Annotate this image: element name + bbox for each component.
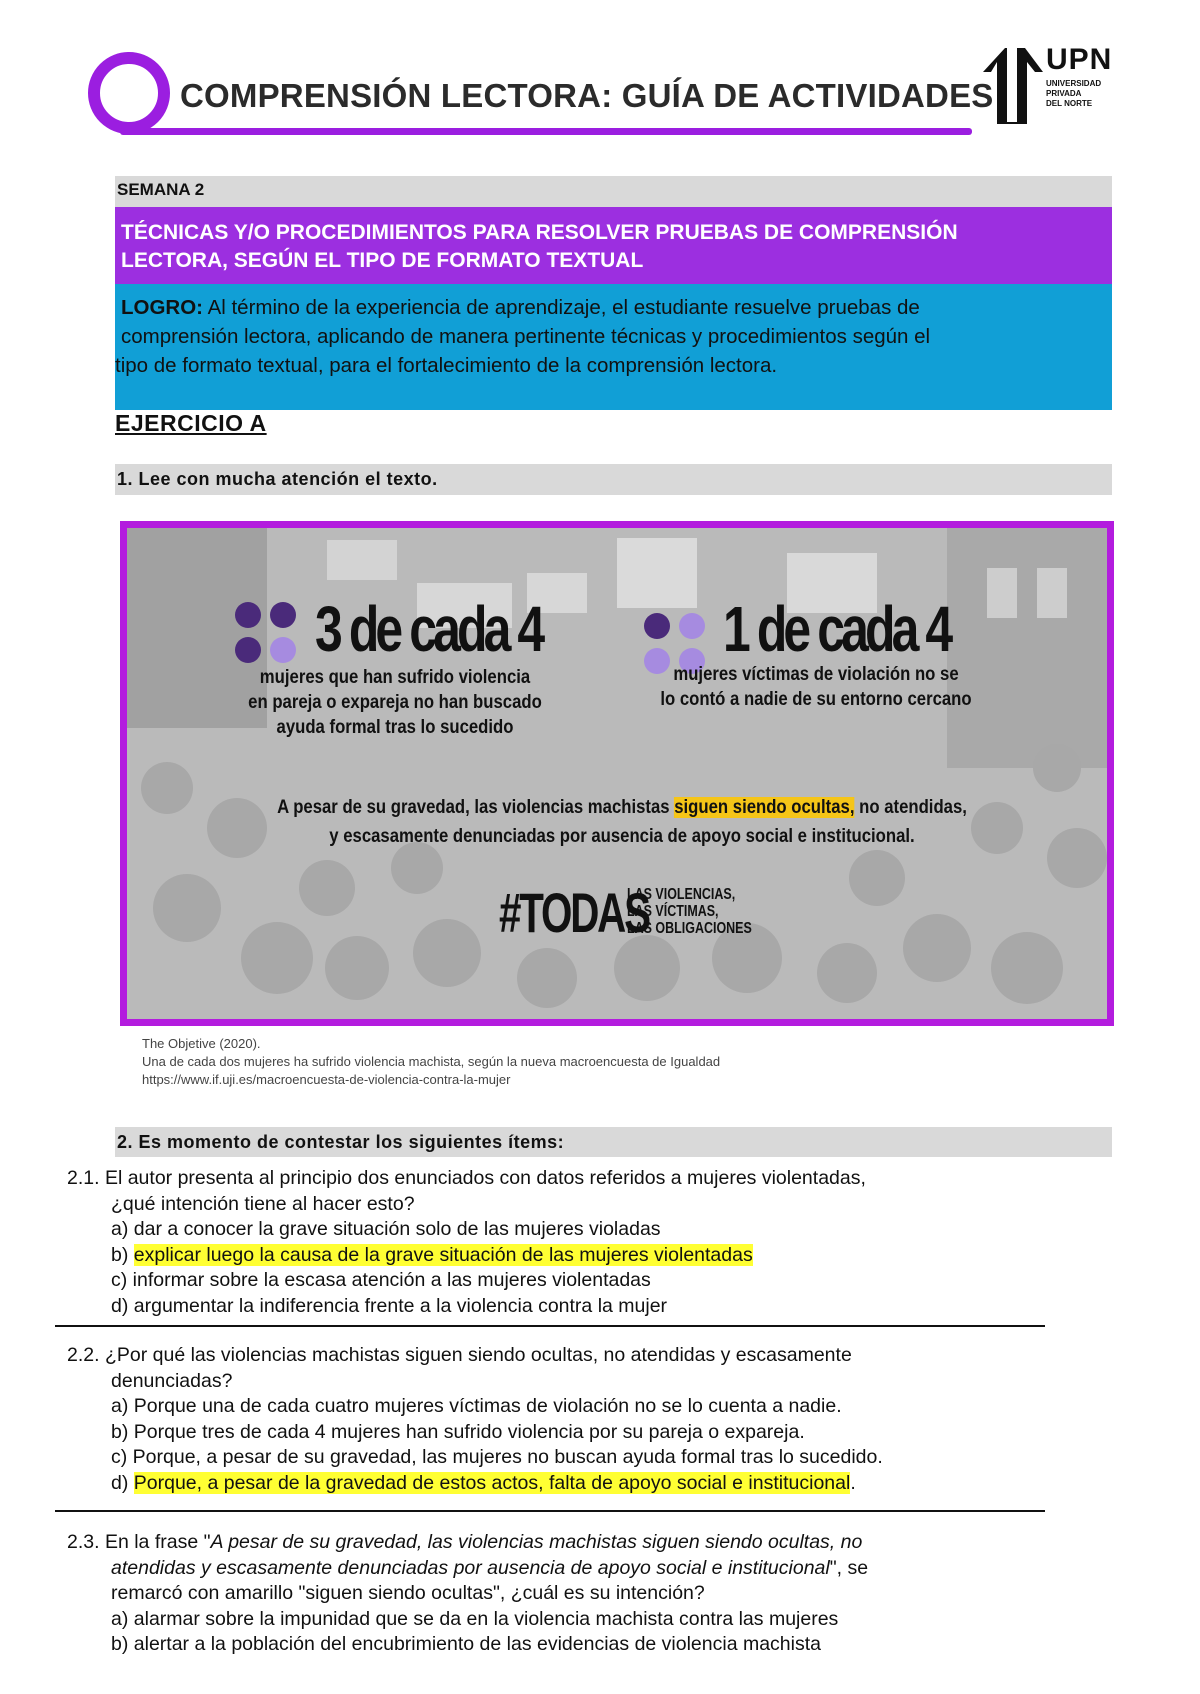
stat1-number: 3 de cada 4 — [315, 593, 542, 665]
exercise-title: EJERCICIO A — [115, 410, 267, 436]
question-quote: atendidas y escasamente denunciadas por ausencia de apoyo social e institucional — [111, 1556, 830, 1579]
source-line: The Objetive (2020). — [142, 1036, 261, 1051]
question-2-2 — [67, 1343, 883, 1496]
dot-dark — [235, 602, 261, 628]
infographic-statement — [239, 793, 1005, 851]
question-quote: A pesar de su gravedad, las violencias machistas siguen siendo ocultas, no — [210, 1531, 863, 1553]
question-text: ", se — [829, 1556, 869, 1579]
option-letter: a) — [111, 1218, 134, 1240]
option-letter: a) — [111, 1607, 134, 1630]
statement-line: y escasamente denunciadas por ausencia de apoyo social e institucional. — [329, 826, 915, 847]
upn-logo-line: DEL NORTE — [1046, 99, 1093, 108]
question-separator — [55, 1325, 1045, 1327]
question-stem — [67, 1343, 883, 1369]
question-separator — [55, 1510, 1045, 1512]
statement-highlight: siguen siendo ocultas, — [674, 797, 855, 818]
header-ring-logo — [88, 52, 170, 134]
stat1-caption-line: en pareja o expareja no han buscado — [248, 692, 542, 713]
step2-bar: 2. Es momento de contestar los siguientes ítems: — [115, 1127, 1112, 1157]
question-stem — [67, 1166, 866, 1192]
header-underline — [120, 128, 972, 135]
question-text: El autor presenta al principio dos enunciados con datos referidos a mujeres violentadas, — [99, 1167, 866, 1189]
option-letter: c) — [111, 1269, 133, 1291]
option-d[interactable] — [67, 1294, 866, 1320]
option-text-highlighted: Porque, a pesar de la gravedad de estos actos, falta de apoyo social e institucional — [133, 1471, 851, 1494]
dot-dark — [270, 602, 296, 628]
source-line: Una de cada dos mujeres ha sufrido violencia machista, según la nueva macroencuesta de Igualdad — [142, 1054, 721, 1069]
option-text: Porque una de cada cuatro mujeres víctimas de violación no se lo cuenta a nadie. — [133, 1395, 842, 1417]
option-c[interactable] — [67, 1445, 883, 1471]
stat2-caption-line: mujeres víctimas de violación no se — [673, 664, 959, 685]
option-a[interactable] — [67, 1217, 866, 1243]
question-text: ¿Por qué las violencias machistas siguen siendo ocultas, no atendidas y escasamente — [99, 1344, 852, 1366]
question-2-3 — [67, 1530, 868, 1658]
logro-line: tipo de formato textual, para el fortalecimiento de la comprensión lectora. — [115, 354, 778, 377]
stat2-number: 1 de cada 4 — [723, 593, 950, 665]
infographic — [120, 521, 1114, 1026]
hashtag-side-line: LAS OBLIGACIONES — [627, 920, 752, 937]
option-text: alarmar sobre la impunidad que se da en la violencia machista contra las mujeres — [133, 1607, 839, 1630]
stat1-caption-line: ayuda formal tras lo sucedido — [276, 717, 514, 738]
upn-logo-subtext — [1046, 79, 1112, 109]
topic-bar — [115, 207, 1112, 284]
dot-dark — [235, 637, 261, 663]
question-stem-cont — [67, 1556, 868, 1582]
option-text: informar sobre la escasa atención a las mujeres violentadas — [132, 1269, 651, 1291]
question-number: 2.1. — [67, 1167, 100, 1189]
statement-text: no atendidas, — [854, 797, 967, 818]
option-text: dar a conocer la grave situación solo de las mujeres violadas — [133, 1218, 661, 1240]
option-text: argumentar la indiferencia frente a la violencia contra la mujer — [133, 1294, 668, 1317]
hashtag-side-line: LAS VÍCTIMAS, — [627, 903, 719, 920]
step1-bar: 1. Lee con mucha atención el texto. — [115, 464, 1112, 495]
hashtag-side-text — [627, 886, 752, 937]
source-citation — [142, 1035, 720, 1089]
option-letter: d) — [111, 1294, 134, 1317]
statement-line — [239, 793, 1005, 822]
option-text: alertar a la población del encubrimiento de las evidencias de violencia machista — [133, 1633, 821, 1655]
question-text: denunciadas? — [111, 1369, 233, 1392]
option-d[interactable] — [67, 1471, 883, 1497]
option-letter: b) — [111, 1633, 134, 1655]
hashtag-side-line: LAS VIOLENCIAS, — [627, 886, 736, 903]
hashtag-todas: #TODAS — [499, 881, 649, 944]
option-text: Porque, a pesar de su gravedad, las mujeres no buscan ayuda formal tras lo sucedido. — [132, 1446, 883, 1468]
topic-line: TÉCNICAS Y/O PROCEDIMIENTOS PARA RESOLVER PRUEBAS DE COMPRENSIÓN — [121, 221, 958, 244]
page-title: COMPRENSIÓN LECTORA: GUÍA DE ACTIVIDADES — [180, 77, 994, 114]
stat2-caption — [636, 662, 997, 712]
option-text: Porque tres de cada 4 mujeres han sufrido violencia por su pareja o expareja. — [133, 1420, 805, 1443]
stat1-caption — [228, 665, 562, 740]
upn-logo-line: PRIVADA — [1046, 89, 1082, 98]
logro-text: Al término de la experiencia de aprendizaje, el estudiante resuelve pruebas de — [203, 296, 920, 319]
option-tail: . — [850, 1471, 856, 1494]
logro-box — [115, 284, 1112, 410]
option-a[interactable] — [67, 1394, 883, 1420]
upn-logo-text — [1046, 44, 1112, 109]
logro-line — [121, 293, 1108, 322]
logro-label: LOGRO: — [121, 296, 203, 319]
question-text: remarcó con amarillo "siguen siendo ocultas", ¿cuál es su intención? — [111, 1582, 705, 1604]
dot-light — [270, 637, 296, 663]
dot-dark — [644, 613, 670, 639]
option-text-highlighted: explicar luego la causa de la grave situación de las mujeres violentadas — [133, 1243, 753, 1266]
week-bar: SEMANA 2 — [115, 176, 1112, 207]
upn-logo-line: UNIVERSIDAD — [1046, 79, 1102, 88]
question-number: 2.3. — [67, 1531, 100, 1553]
option-letter: c) — [111, 1446, 133, 1468]
statement-text: A pesar de su gravedad, las violencias machistas — [277, 797, 675, 818]
option-letter: b) — [111, 1243, 134, 1266]
logro-line: comprensión lectora, aplicando de manera pertinente técnicas y procedimientos según el — [121, 325, 931, 348]
topic-line: LECTORA, SEGÚN EL TIPO DE FORMATO TEXTUAL — [121, 249, 644, 272]
question-stem — [67, 1530, 868, 1556]
option-letter: a) — [111, 1395, 134, 1417]
source-url: https://www.if.uji.es/macroencuesta-de-violencia-contra-la-mujer — [142, 1072, 511, 1087]
upn-logo-acronym: UPN — [1046, 43, 1113, 76]
question-text: En la frase " — [99, 1531, 211, 1553]
question-text: ¿qué intención tiene al hacer esto? — [111, 1192, 415, 1215]
option-letter: b) — [111, 1420, 134, 1443]
question-number: 2.2. — [67, 1344, 100, 1366]
dot-light — [679, 613, 705, 639]
option-letter: d) — [111, 1471, 134, 1494]
stat2-caption-line: lo contó a nadie de su entorno cercano — [660, 689, 972, 710]
option-b[interactable] — [67, 1243, 866, 1269]
option-b[interactable] — [67, 1632, 868, 1658]
option-c[interactable] — [67, 1268, 866, 1294]
stat1-caption-line: mujeres que han sufrido violencia — [259, 667, 531, 688]
option-a[interactable] — [67, 1607, 868, 1633]
question-2-1 — [67, 1166, 866, 1319]
option-b[interactable] — [67, 1420, 883, 1446]
stat1-dots-icon — [235, 602, 299, 666]
